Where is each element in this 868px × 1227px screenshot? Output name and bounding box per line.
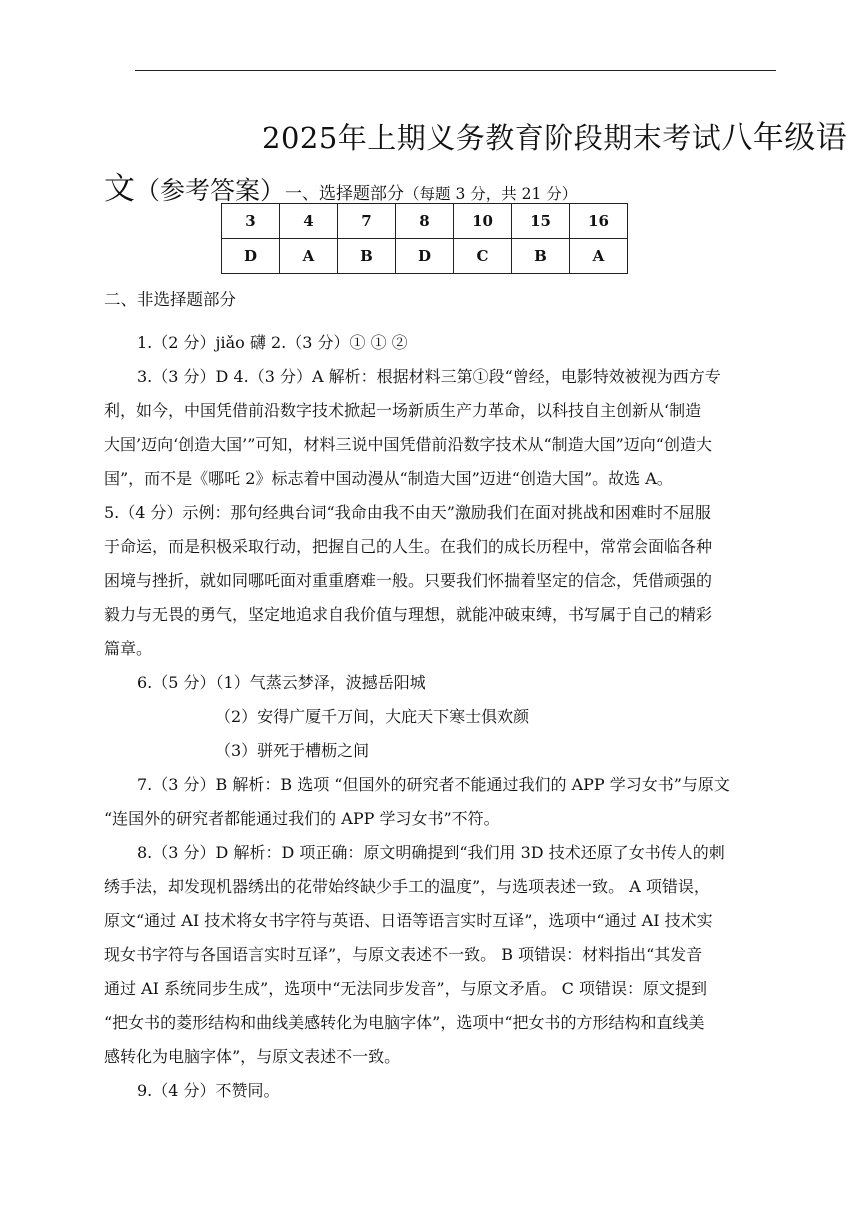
answer-line: 国”，而不是《哪吒 2》标志着中国动漫从“制造大国”迈进“创造大国”。故选 A。: [104, 469, 673, 488]
answer-line: “连国外的研究者都能通过我们的 APP 学习女书”不符。: [104, 809, 500, 828]
answer-cell: D: [396, 239, 454, 274]
answer-row: [222, 239, 628, 274]
title-answer-label: （参考答案）: [135, 176, 286, 205]
title-part-a: 2025年上期义务教育阶段期末考试: [262, 121, 722, 155]
page-title-line1: [262, 112, 847, 157]
question-cell: 7: [338, 204, 396, 239]
answer-cell: C: [454, 239, 512, 274]
answer-table: [221, 203, 628, 274]
question-number-row: [222, 204, 628, 239]
answer-line: 利，如今，中国凭借前沿数字技术掀起一场新质生产力革命，以科技自主创新从‘制造: [104, 401, 702, 420]
question-cell: 4: [280, 204, 338, 239]
answer-cell: B: [512, 239, 570, 274]
answer-line: 8.（3 分）D 解析：D 项正确：原文明确提到“我们用 3D 技术还原了女书传人的刺: [137, 843, 725, 862]
section2-title: 二、非选择题部分: [104, 290, 236, 309]
answer-line: 篇章。: [104, 639, 153, 658]
header-rule: [135, 70, 776, 71]
question-cell: 3: [222, 204, 280, 239]
answer-line: 于命运，而是积极采取行动，把握自己的人生。在我们的成长历程中，常常会面临各种: [104, 537, 713, 556]
page-title-line2: [104, 163, 577, 208]
answer-line: （3）骈死于槽枥之间: [215, 741, 370, 760]
answer-line: 3.（3 分）D 4.（3 分）A 解析：根据材料三第①段“曾经，电影特效被视为西方专: [137, 367, 721, 386]
answer-line: 6.（5 分）（1）气蒸云梦泽，波撼岳阳城: [137, 673, 426, 692]
section1-title: 一、选择题部分: [285, 184, 405, 204]
question-cell: 16: [570, 204, 628, 239]
answer-line: 大国’迈向‘创造大国’”可知，材料三说中国凭借前沿数字技术从“制造大国”迈向“创造大: [104, 435, 712, 454]
answer-line: 毅力与无畏的勇气，坚定地追求自我价值与理想，就能冲破束缚，书写属于自己的精彩: [104, 605, 713, 624]
answer-cell: A: [280, 239, 338, 274]
answer-line: （2）安得广厦千万间，大庇天下寒士俱欢颜: [215, 707, 530, 726]
question-cell: 10: [454, 204, 512, 239]
answer-line: 绣手法，却发现机器绣出的花带始终缺少手工的温度”，与选项表述一致。 A 项错误，: [104, 877, 710, 896]
answer-line: 7.（3 分）B 解析：B 选项 “但国外的研究者不能通过我们的 APP 学习女书”与原文: [137, 775, 730, 794]
answer-line: 1.（2 分）jiǎo 礴 2.（3 分）① ① ②: [137, 333, 408, 352]
answer-cell: D: [222, 239, 280, 274]
answer-cell: A: [570, 239, 628, 274]
question-cell: 15: [512, 204, 570, 239]
answer-line: 9.（4 分）不赞同。: [137, 1081, 280, 1100]
answer-line: 困境与挫折，就如同哪吒面对重重磨难一般。只要我们怀揣着坚定的信念，凭借顽强的: [104, 571, 713, 590]
answer-cell: B: [338, 239, 396, 274]
section1-note: （每题 3 分，共 21 分）: [404, 185, 578, 203]
answer-line: 通过 AI 系统同步生成”，选项中“无法同步发音”，与原文矛盾。 C 项错误：原文提到: [104, 979, 708, 998]
title-part-b: 八年级语: [721, 120, 848, 156]
title-part-c: 文: [104, 171, 135, 207]
answer-line: “把女书的菱形结构和曲线美感转化为电脑字体”，选项中“把女书的方形结构和直线美: [104, 1013, 705, 1032]
answer-line: 5.（4 分）示例：那句经典台词“我命由我不由天”激励我们在面对挑战和困难时不屈服: [104, 503, 711, 522]
answer-line: 原文“通过 AI 技术将女书字符与英语、日语等语言实时互译”，选项中“通过 AI 技术实: [104, 911, 713, 930]
answer-line: 感转化为电脑字体”，与原文表述不一致。: [104, 1047, 401, 1066]
answer-line: 现女书字符与各国语言实时互译”，与原文表述不一致。 B 项错误：材料指出“其发音: [104, 945, 703, 964]
question-cell: 8: [396, 204, 454, 239]
